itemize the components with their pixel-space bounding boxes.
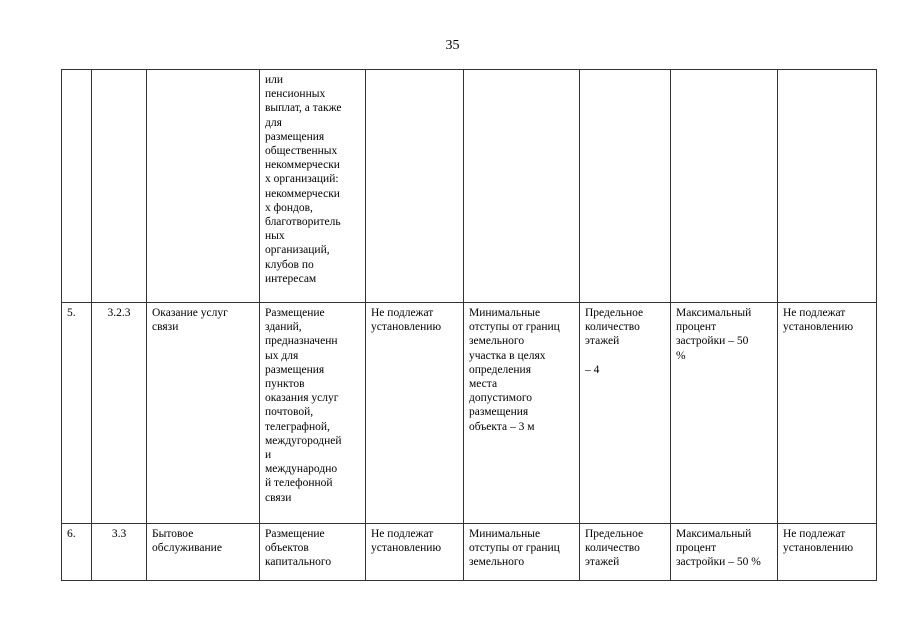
row-number-cell xyxy=(62,70,92,303)
cell-line: клубов по xyxy=(265,258,314,271)
cell-line: Максимальный xyxy=(676,528,752,540)
cell-line: Не подлежат xyxy=(371,307,434,319)
cell-line: этажей xyxy=(585,335,620,348)
cell-line: Бытовое xyxy=(152,528,194,540)
floors-cell xyxy=(580,70,671,303)
cell-line: установлению xyxy=(371,321,442,334)
cell-line: – 4 xyxy=(585,363,600,376)
cell-line: Не подлежат xyxy=(371,528,434,540)
cell-line: земельного xyxy=(469,335,525,348)
use-name-cell xyxy=(147,70,260,303)
setbacks-cell xyxy=(464,303,580,524)
table-row xyxy=(62,303,877,524)
cell-line: Размещение xyxy=(265,307,325,319)
code-cell xyxy=(92,70,147,303)
cell-line: капитального xyxy=(265,556,332,569)
cell-line: количество xyxy=(585,321,640,334)
cell-line: или xyxy=(265,74,284,86)
plot-size-cell xyxy=(366,70,464,303)
cell-line: благотворитель xyxy=(265,216,341,229)
cell-line: телеграфной, xyxy=(265,420,330,433)
cell-line: отступы от границ xyxy=(469,321,560,334)
cell-line: х фондов, xyxy=(265,201,313,214)
cell-line: процент xyxy=(676,321,717,334)
cell-line: объекта – 3 м xyxy=(469,420,535,433)
row-number-cell xyxy=(62,303,92,524)
cell-line: Минимальные xyxy=(469,307,541,319)
floors-cell xyxy=(580,303,671,524)
row-number-text: 5. xyxy=(67,307,76,319)
cell-line: размещения xyxy=(469,406,529,419)
cell-line: объектов xyxy=(265,542,309,555)
other-params-cell xyxy=(778,70,877,303)
cell-line: места xyxy=(469,378,498,391)
cell-line: размещения xyxy=(265,363,325,376)
use-name-cell xyxy=(147,524,260,581)
cell-line: связи xyxy=(265,491,292,504)
cell-line: Оказание услуг xyxy=(152,307,228,319)
regulations-table xyxy=(61,69,877,581)
description-cell xyxy=(260,70,366,303)
description-cell xyxy=(260,303,366,524)
cell-line: для xyxy=(265,116,282,129)
code-cell xyxy=(92,303,147,524)
cell-line: размещения xyxy=(265,130,325,143)
cell-line: выплат, а также xyxy=(265,102,342,115)
cell-line: обслуживание xyxy=(152,542,222,555)
cell-line: количество xyxy=(585,542,640,555)
cell-line: международно xyxy=(265,463,338,476)
cell-line: интересам xyxy=(265,272,317,285)
cell-line: застройки – 50 xyxy=(676,335,749,348)
plot-size-cell xyxy=(366,303,464,524)
code-text: 3.2.3 xyxy=(107,307,131,319)
code-text: 3.3 xyxy=(111,528,127,540)
cell-line: предназначенн xyxy=(265,335,338,348)
cell-line: Не подлежат xyxy=(783,528,846,540)
cell-line: процент xyxy=(676,542,717,555)
cell-line: некоммерчески xyxy=(265,159,340,172)
cell-line: й телефонной xyxy=(265,477,333,490)
cell-line: Минимальные xyxy=(469,528,541,540)
cell-line: допустимого xyxy=(469,392,532,405)
cell-line: Размещение xyxy=(265,528,325,540)
setbacks-cell xyxy=(464,524,580,581)
cell-line: общественных xyxy=(265,145,338,158)
cell-line: Предельное xyxy=(585,307,644,319)
description-cell xyxy=(260,524,366,581)
cell-line: пунктов xyxy=(265,378,305,391)
cell-line: участка в целях xyxy=(469,349,546,362)
row-number-text: 6. xyxy=(67,528,76,540)
cell-line: х организаций: xyxy=(265,173,339,186)
setbacks-cell xyxy=(464,70,580,303)
cell-line: % xyxy=(676,349,686,362)
cell-line: некоммерчески xyxy=(265,187,340,200)
table-body xyxy=(62,70,877,581)
cell-line: отступы от границ xyxy=(469,542,560,555)
cell-line: ых для xyxy=(265,349,299,362)
cell-line: связи xyxy=(152,321,179,334)
cell-line: Предельное xyxy=(585,528,644,540)
cell-line xyxy=(585,349,665,363)
cell-line: почтовой, xyxy=(265,406,314,419)
other-params-cell xyxy=(778,524,877,581)
cell-line: и xyxy=(265,449,272,462)
cell-line: этажей xyxy=(585,556,620,569)
coverage-cell xyxy=(671,70,778,303)
cell-line: установлению xyxy=(783,542,854,555)
use-name-cell xyxy=(147,303,260,524)
page-number: 35 xyxy=(445,38,460,53)
cell-line: установлению xyxy=(371,542,442,555)
plot-size-cell xyxy=(366,524,464,581)
row-number-cell xyxy=(62,524,92,581)
table-row xyxy=(62,70,877,303)
cell-line: зданий, xyxy=(265,321,302,334)
floors-cell xyxy=(580,524,671,581)
cell-line: Не подлежат xyxy=(783,307,846,319)
cell-line: застройки – 50 % xyxy=(676,556,761,569)
coverage-cell xyxy=(671,524,778,581)
cell-line: ных xyxy=(265,230,285,243)
cell-line: определения xyxy=(469,363,532,376)
code-cell xyxy=(92,524,147,581)
other-params-cell xyxy=(778,303,877,524)
cell-line: установлению xyxy=(783,321,854,334)
table-row xyxy=(62,524,877,581)
cell-line: пенсионных xyxy=(265,88,326,101)
cell-line: организаций, xyxy=(265,244,330,257)
cell-line: Максимальный xyxy=(676,307,752,319)
coverage-cell xyxy=(671,303,778,524)
cell-line: оказания услуг xyxy=(265,392,339,405)
cell-line: междугородней xyxy=(265,434,342,447)
cell-line: земельного xyxy=(469,556,525,569)
